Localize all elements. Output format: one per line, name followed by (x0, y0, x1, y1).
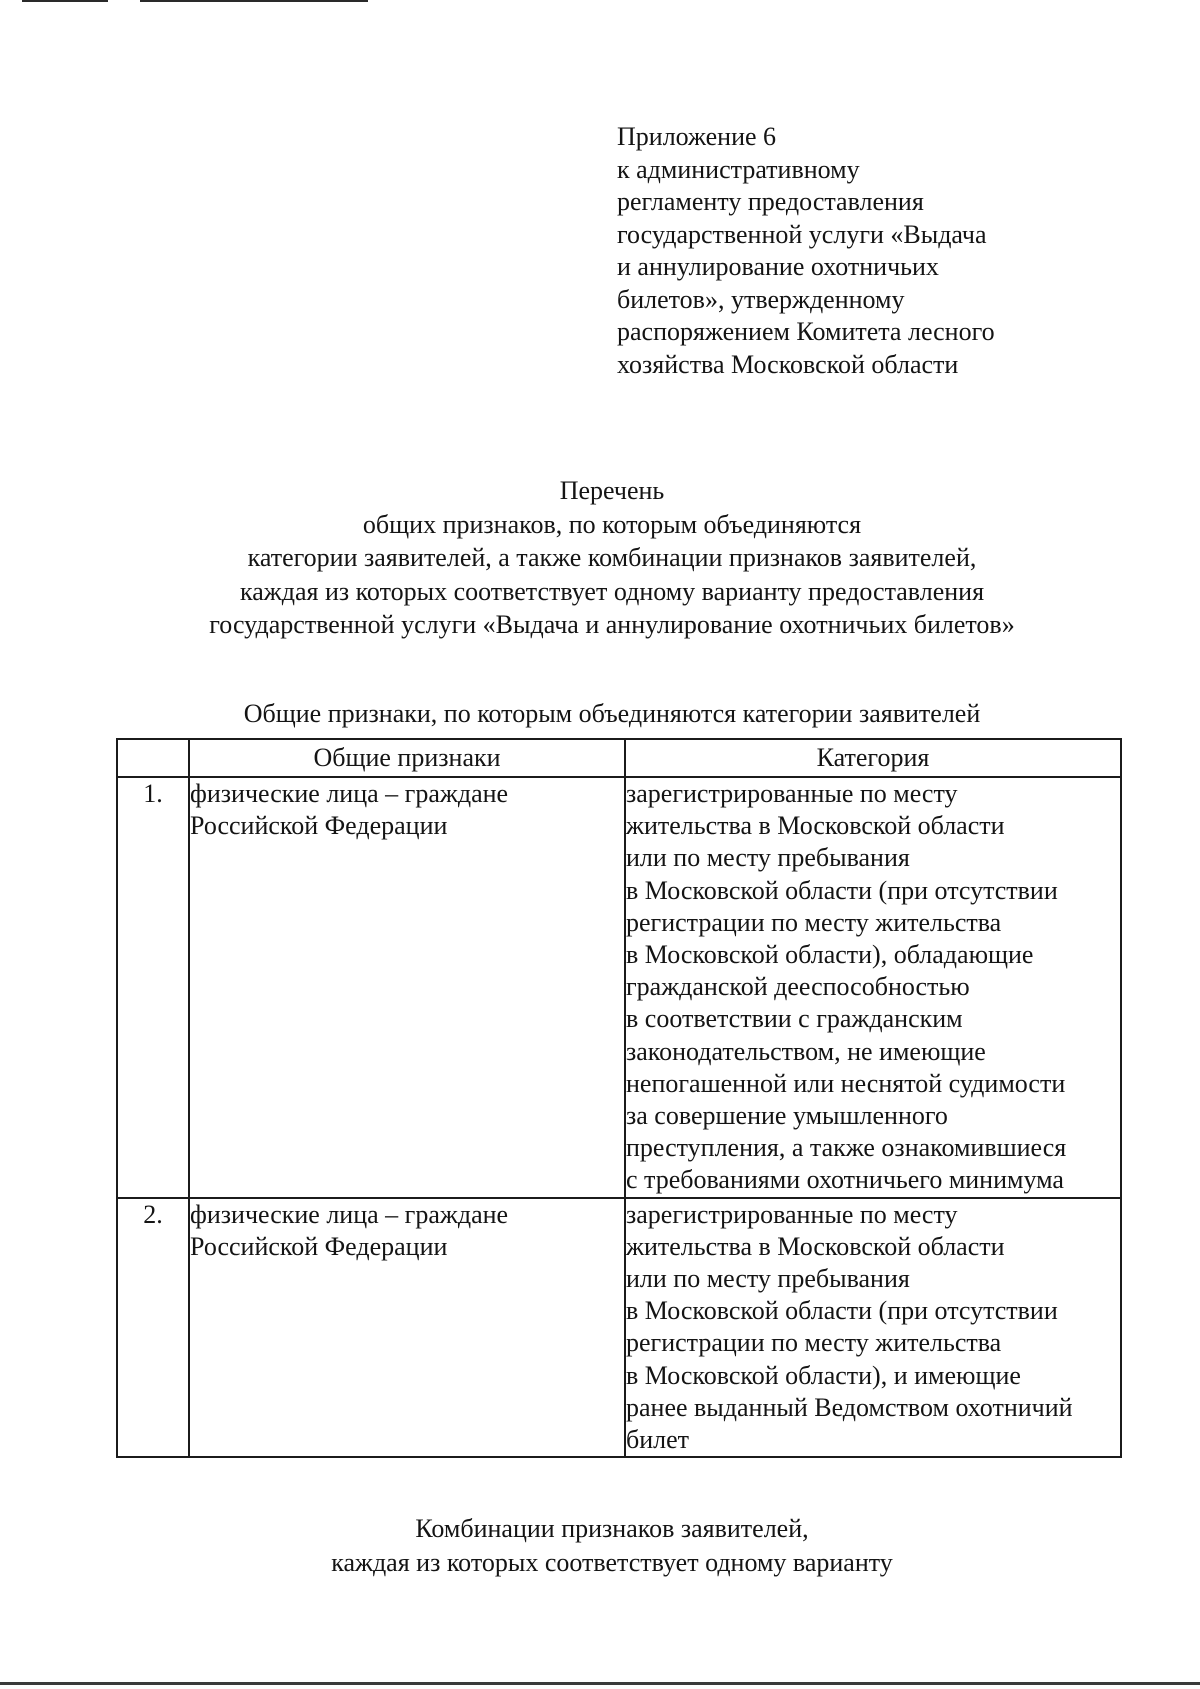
combinations-line: Комбинации признаков заявителей, (415, 1514, 809, 1543)
category-line: ранее выданный Ведомством охотничий (626, 1392, 1073, 1422)
category-line: или по месту пребывания (626, 1264, 910, 1294)
title-line: каждая из которых соответствует одному варианту предоставления (239, 576, 985, 606)
category-line: зарегистрированные по месту (626, 779, 958, 808)
category-line: законодательством, не имеющие (626, 1036, 986, 1066)
scan-edge-mark-right (140, 0, 368, 2)
category-line: регистрации по месту жительства (626, 1328, 1002, 1358)
category-line: в соответствии с гражданским (626, 1004, 963, 1034)
category-line: билет (626, 1425, 690, 1455)
title-line: Перечень (559, 476, 665, 505)
category-line: преступления, а также ознакомившиеся (626, 1133, 1067, 1163)
category-line: жительства в Московской области (626, 811, 1005, 841)
category-line: в Московской области (при отсутствии (626, 1296, 1058, 1326)
category-line: зарегистрированные по месту (626, 1199, 958, 1229)
annex-line: билетов», утвержденному (617, 284, 905, 314)
row-features (189, 777, 625, 1198)
category-line: с требованиями охотничьего минимума (626, 1165, 1064, 1195)
title-line: государственной услуги «Выдача и аннулирование охотничьих билетов» (209, 610, 1015, 639)
row-category (625, 1198, 1121, 1458)
category-line: в Московской области), и имеющие (626, 1360, 1021, 1390)
row-features (189, 1198, 625, 1458)
table-caption: Общие признаки, по которым объединяются категории заявителей (243, 699, 981, 728)
category-line: непогашенной или неснятой судимости (626, 1068, 1066, 1098)
feature-line: физические лица – граждане (190, 779, 509, 808)
title-line: общих признаков, по которым объединяются (362, 509, 862, 539)
document-title (0, 474, 1200, 642)
row-number: 1. (117, 777, 189, 1198)
row-number: 2. (117, 1198, 189, 1458)
category-line: в Московской области (при отсутствии (626, 875, 1058, 905)
table-row (117, 1198, 1121, 1458)
category-line: регистрации по месту жительства (626, 907, 1002, 937)
category-line: жительства в Московской области (626, 1231, 1005, 1261)
header-category: Категория (625, 739, 1121, 777)
annex-reference-block (617, 121, 995, 381)
annex-line: государственной услуги «Выдача (617, 219, 987, 249)
combinations-heading (0, 1512, 1200, 1579)
annex-line: распоряжением Комитета лесного (617, 317, 995, 346)
combinations-line: каждая из которых соответствует одному варианту (331, 1547, 893, 1577)
table-header-row (117, 739, 1121, 777)
category-line: за совершение умышленного (626, 1101, 948, 1131)
category-line: или по месту пребывания (626, 843, 910, 873)
feature-line: физические лица – граждане (190, 1199, 509, 1229)
annex-line: и аннулирование охотничьих (617, 252, 939, 281)
feature-line: Российской Федерации (190, 811, 448, 841)
row-category (625, 777, 1121, 1198)
scan-bottom-edge (0, 1682, 1200, 1685)
annex-line: к административному (617, 154, 860, 184)
category-line: гражданской дееспособностью (626, 972, 970, 1002)
title-line: категории заявителей, а также комбинации признаков заявителей, (247, 543, 977, 572)
table-row (117, 777, 1121, 1198)
scan-edge-mark-left (22, 0, 108, 2)
feature-line: Российской Федерации (190, 1231, 448, 1261)
annex-line: хозяйства Московской области (617, 349, 959, 379)
annex-line: Приложение 6 (617, 122, 777, 151)
annex-line: регламенту предоставления (617, 187, 924, 216)
category-line: в Московской области), обладающие (626, 940, 1034, 970)
header-features: Общие признаки (189, 739, 625, 777)
header-number (117, 739, 189, 777)
applicant-categories-table (116, 738, 1122, 1458)
